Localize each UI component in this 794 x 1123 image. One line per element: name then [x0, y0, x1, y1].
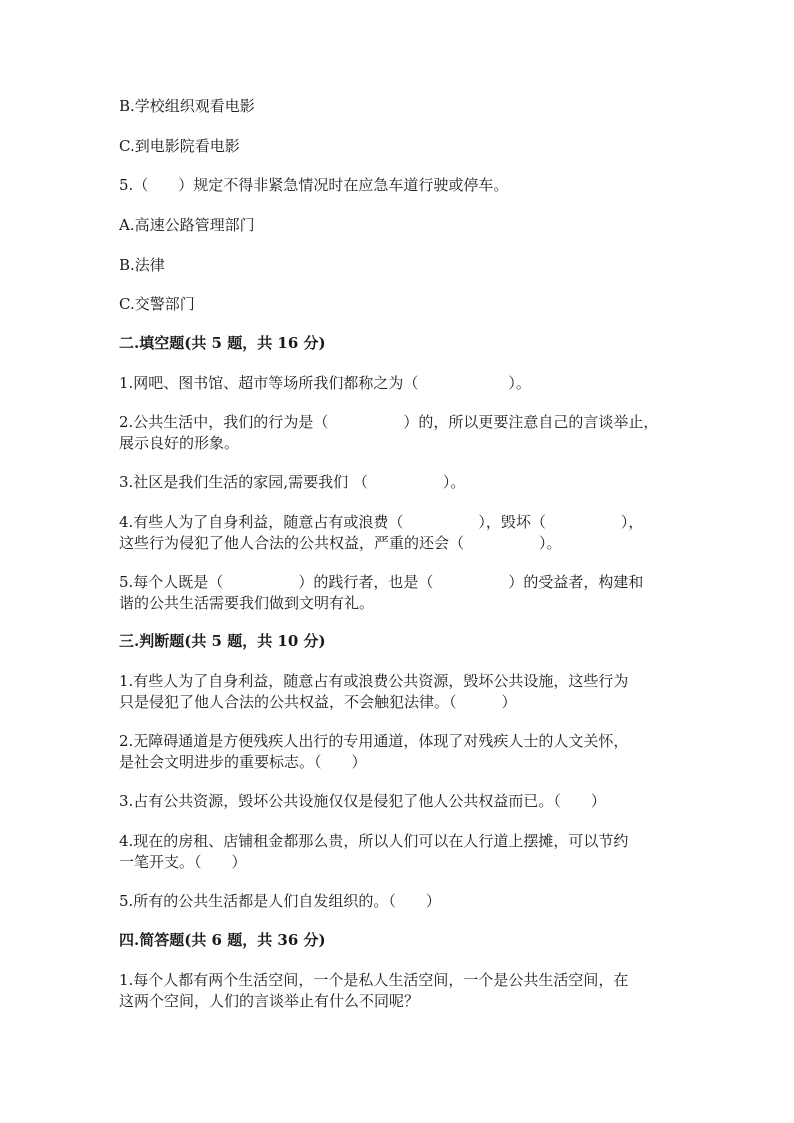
judge-q3: 3.占有公共资源，毁坏公共设施仅仅是侵犯了他人公共权益而已。（ ） [119, 792, 606, 810]
judge-q5: 5.所有的公共生活都是人们自发组织的。（ ） [119, 892, 441, 910]
fill-section-heading: 二.填空题(共 5 题，共 16 分) [119, 334, 326, 352]
q5-stem: 5.（ ）规定不得非紧急情况时在应急车道行驶或停车。 [119, 176, 509, 194]
fill-q2-line2: 展示良好的形象。 [119, 434, 240, 452]
q4-option-b: B.学校组织观看电影 [119, 97, 255, 115]
fill-q4-line1: 4.有些人为了自身利益，随意占有或浪费（ ），毁坏（ ）， [119, 513, 644, 531]
judge-q1-line2: 只是侵犯了他人合法的公共权益，不会触犯法律。（ ） [119, 693, 517, 711]
fill-q1: 1.网吧、图书馆、超市等场所我们都称之为（ ）。 [119, 374, 531, 392]
q5-option-c: C.交警部门 [119, 295, 195, 313]
fill-q3: 3.社区是我们生活的家园,需要我们 （ ）。 [119, 473, 466, 491]
short-q1-line1: 1.每个人都有两个生活空间，一个是私人生活空间，一个是公共生活空间，在 [119, 971, 629, 989]
short-answer-section-heading: 四.简答题(共 6 题，共 36 分) [119, 931, 326, 949]
judge-section-heading: 三.判断题(共 5 题，共 10 分) [119, 632, 326, 650]
q5-option-b: B.法律 [119, 256, 165, 274]
q5-option-a: A.高速公路管理部门 [119, 216, 255, 234]
fill-q2-line1: 2.公共生活中，我们的行为是（ ）的，所以更要注意自己的言谈举止， [119, 413, 659, 431]
fill-q4-line2: 这些行为侵犯了他人合法的公共权益，严重的还会（ ）。 [119, 534, 562, 552]
judge-q2-line1: 2.无障碍通道是方便残疾人出行的专用通道，体现了对残疾人士的人文关怀， [119, 732, 629, 750]
short-q1-line2: 这两个空间，人们的言谈举止有什么不同呢？ [119, 992, 420, 1010]
judge-q4-line2: 一笔开支。（ ） [119, 853, 247, 871]
judge-q1-line1: 1.有些人为了自身利益，随意占有或浪费公共资源，毁坏公共设施，这些行为 [119, 672, 629, 690]
q4-option-c: C.到电影院看电影 [119, 137, 240, 155]
fill-q5-line1: 5.每个人既是（ ）的践行者，也是（ ）的受益者，构建和 [119, 573, 644, 591]
fill-q5-line2: 谐的公共生活需要我们做到文明有礼。 [119, 594, 375, 612]
judge-q2-line2: 是社会文明进步的重要标志。（ ） [119, 753, 367, 771]
judge-q4-line1: 4.现在的房租、店铺租金都那么贵，所以人们可以在人行道上摆摊，可以节约 [119, 832, 629, 850]
